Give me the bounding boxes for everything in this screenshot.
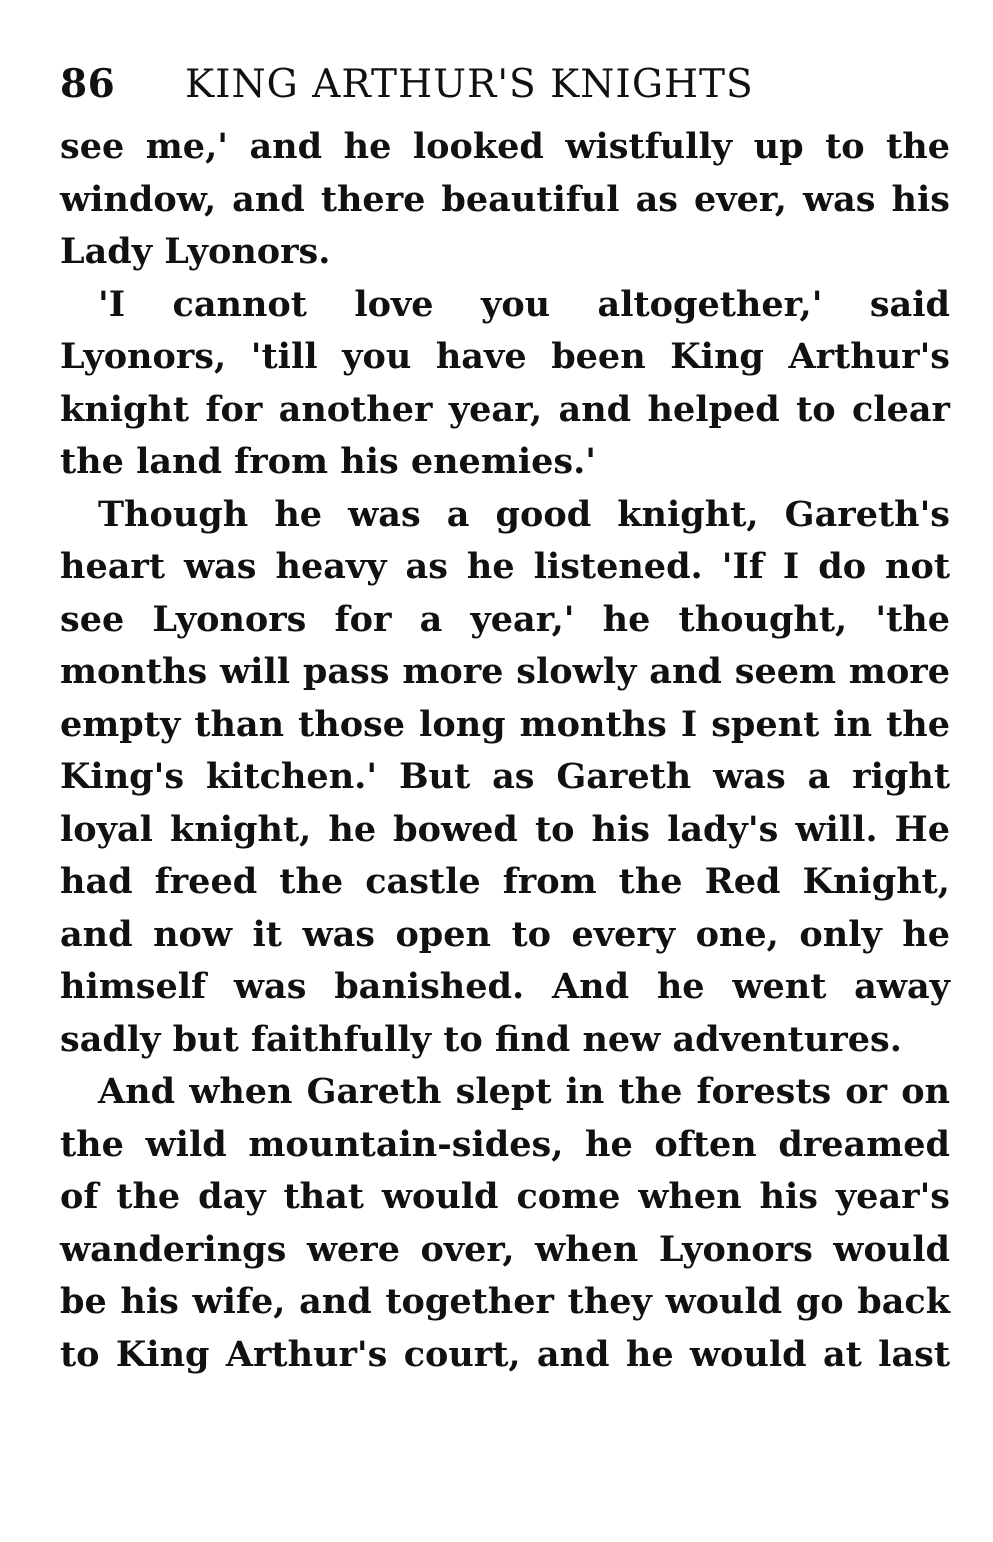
book-page [60, 58, 950, 1381]
paragraph: 'I cannot love you altogether,' said Lyonors, 'till you have been King Arthur's knight for another year, and helped to clear the land from his enemies.' [60, 283, 950, 482]
page-number: 86 [60, 61, 116, 107]
paragraph-continuation: see me,' and he looked wistfully up to the window, and there beautiful as ever, was his Lady Lyonors. [60, 126, 950, 272]
paragraph: And when Gareth slept in the forests or on the wild mountain-sides, he often dreamed of the day that would come when his year's wanderings were over, when Lyonors would be his wife, and together they would go back to King Arthur's court, and he would at last [60, 1071, 950, 1375]
running-title: KING ARTHUR'S KNIGHTS [185, 62, 754, 107]
paragraph: Though he was a good knight, Gareth's heart was heavy as he listened. 'If I do not see Lyonors for a year,' he thought, 'the months will pass more slowly and seem more empty than those long months I spent in the King's kitchen.' But as Gareth was a right loyal knight, he bowed to his lady's will. He had freed the castle from the Red Knight, and now it was open to every one, only he himself was banished. And he went away sadly but faithfully to find new adventures. [60, 493, 950, 1060]
body-text [60, 121, 950, 1381]
page-header [60, 58, 950, 111]
